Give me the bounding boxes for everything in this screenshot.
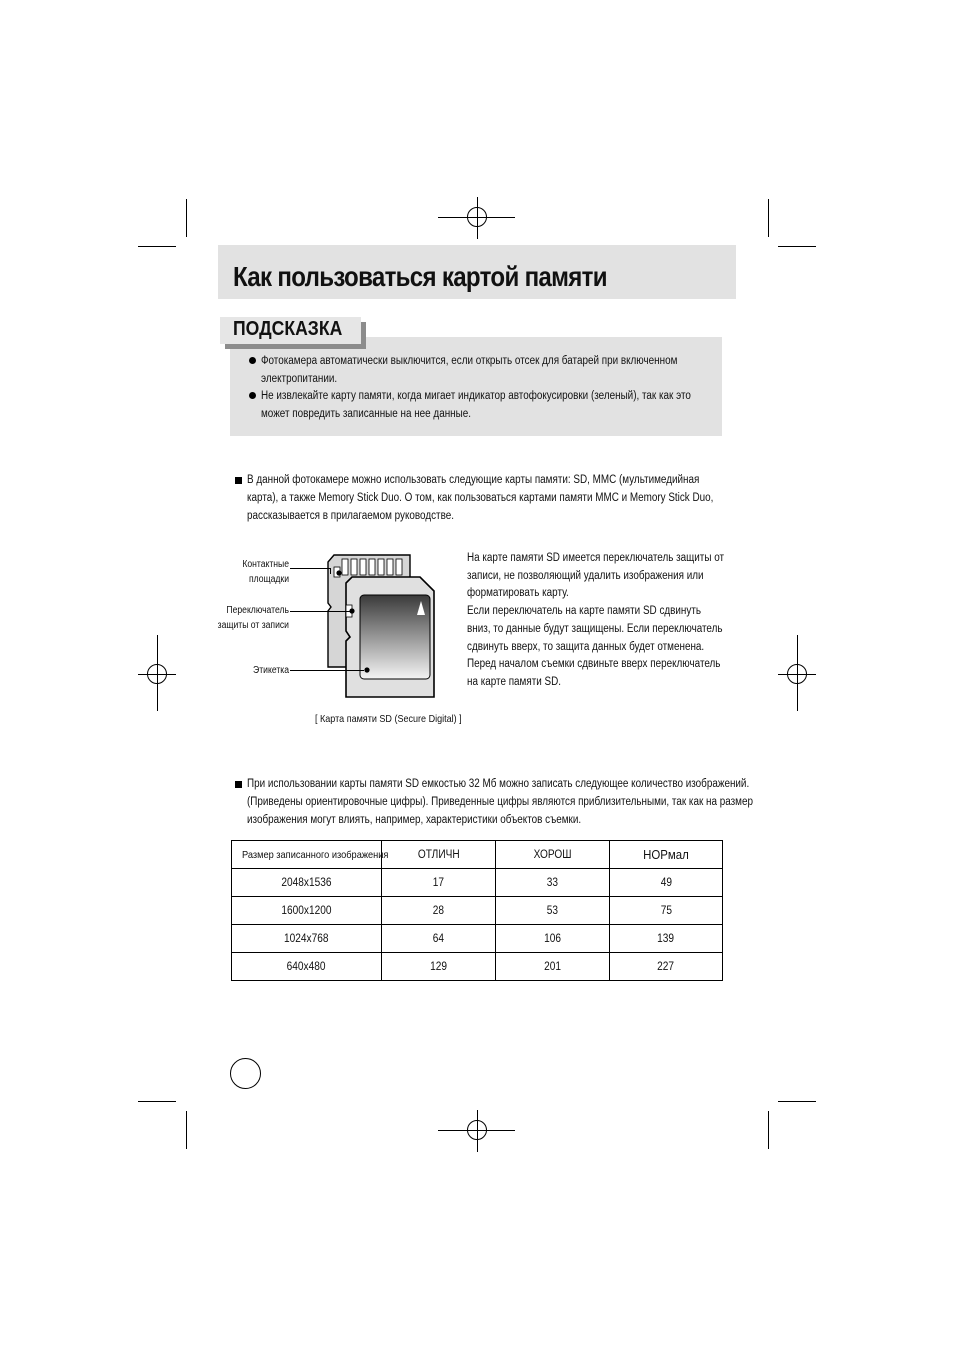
switch-pointer-dot xyxy=(349,608,354,613)
table-cell: 106 xyxy=(496,925,610,953)
figure-label-line: площадки xyxy=(248,574,289,585)
square-bullet-icon xyxy=(235,781,242,788)
tip-item-text: Фотокамера автоматически выключится, если открыть отсек для батарей при включенном xyxy=(261,355,678,367)
capacity-table xyxy=(231,840,723,981)
table-header-cell: НОРмал xyxy=(610,841,723,869)
capacity-text: При использовании карты памяти SD емкостью 32 Мб можно записать следующее количество изображений. xyxy=(247,778,750,790)
description-line: На карте памяти SD имеется переключатель защиты от xyxy=(467,552,725,564)
leader-line xyxy=(290,568,330,569)
leader-line xyxy=(290,670,364,671)
figure-label-line: Этикетка xyxy=(253,665,289,676)
table-cell: 49 xyxy=(610,869,723,897)
registration-circle-icon xyxy=(467,1120,487,1140)
tip-item-text: может повредить записанные на нее данные. xyxy=(261,408,471,420)
description-line: Если переключатель на карте памяти SD сдвинуть xyxy=(467,605,702,618)
crop-mark xyxy=(778,1101,816,1102)
sd-contacts-back xyxy=(342,559,402,575)
table-cell: 17 xyxy=(382,869,496,897)
tip-item-text: электропитании. xyxy=(261,373,338,385)
crop-mark xyxy=(138,246,176,247)
page-title: Как пользоваться картой памяти xyxy=(233,261,607,292)
table-row xyxy=(232,869,723,897)
figure-label-line: защиты от записи xyxy=(217,620,289,631)
crop-mark xyxy=(768,1111,769,1149)
table-cell: 201 xyxy=(496,953,610,981)
contacts-pointer-dot xyxy=(336,570,341,575)
table-cell: 640x480 xyxy=(232,953,382,981)
registration-circle-icon xyxy=(467,207,487,227)
figure-description xyxy=(467,550,766,692)
table-cell: 1600x1200 xyxy=(232,897,382,925)
crop-mark xyxy=(186,1111,187,1149)
intro-text: рассказывается в прилагаемом руководстве. xyxy=(247,510,454,522)
table-cell: 2048x1536 xyxy=(232,869,382,897)
figure-label-contacts xyxy=(200,557,289,587)
table-cell: 53 xyxy=(496,897,610,925)
table-cell: 227 xyxy=(610,953,723,981)
bullet-icon xyxy=(249,392,256,399)
sd-card-illustration xyxy=(290,545,450,705)
page-number-circle xyxy=(230,1058,261,1089)
description-line: Перед началом съемки сдвиньте вверх переключатель xyxy=(467,658,721,671)
figure-label-line: Контактные xyxy=(242,559,289,570)
table-cell: 33 xyxy=(496,869,610,897)
figure-label-switch xyxy=(200,603,289,633)
leader-line xyxy=(330,568,331,574)
square-bullet-icon xyxy=(235,477,242,484)
table-cell: 129 xyxy=(382,953,496,981)
tip-label: ПОДСКАЗКА xyxy=(233,318,343,340)
table-row xyxy=(232,897,723,925)
table-cell: 28 xyxy=(382,897,496,925)
capacity-text: (Приведены ориентировочные цифры). Приведенные цифры являются приблизительными, так как на размер xyxy=(247,796,753,808)
description-line: вниз, то данные будут защищены. Если переключатель xyxy=(467,622,723,635)
table-header-row xyxy=(232,841,723,869)
table-cell: 1024x768 xyxy=(232,925,382,953)
table-cell: 139 xyxy=(610,925,723,953)
table-header-cell: Размер записанного изображения xyxy=(232,841,382,869)
description-line: записи, не позволяющий удалить изображения или xyxy=(467,569,704,582)
crop-mark xyxy=(138,1101,176,1102)
bullet-icon xyxy=(249,357,256,364)
table-row xyxy=(232,925,723,953)
crop-mark xyxy=(186,199,187,237)
figure-label-line: Переключатель xyxy=(226,605,289,616)
description-line: на карте памяти SD. xyxy=(467,675,562,688)
tip-item-text: Не извлекайте карту памяти, когда мигает индикатор автофокусировки (зеленый), так как это xyxy=(261,390,691,402)
leader-line xyxy=(290,611,350,612)
description-line: сдвинуть вверх, то защита данных будет отменена. xyxy=(467,640,705,653)
label-pointer-dot xyxy=(364,667,369,672)
figure-caption: [ Карта памяти SD (Secure Digital) ] xyxy=(315,713,462,725)
registration-circle-icon xyxy=(147,664,167,684)
table-header-cell: ОТЛИЧН xyxy=(382,841,496,869)
intro-text: В данной фотокамере можно использовать следующие карты памяти: SD, MMC (мультимедийная xyxy=(247,474,700,486)
figure-label-tag xyxy=(200,663,289,678)
capacity-text: изображения могут влиять, например, характеристики объектов съемки. xyxy=(247,814,582,826)
table-cell: 75 xyxy=(610,897,723,925)
description-line: форматировать карту. xyxy=(467,587,569,600)
crop-mark xyxy=(768,199,769,237)
registration-circle-icon xyxy=(787,664,807,684)
crop-mark xyxy=(778,246,816,247)
table-cell: 64 xyxy=(382,925,496,953)
table-row xyxy=(232,953,723,981)
table-header-cell: ХОРОШ xyxy=(496,841,610,869)
intro-text: карта), а также Memory Stick Duo. О том, как пользоваться картами памяти MMC и Memory Stick Duo, xyxy=(247,492,714,504)
